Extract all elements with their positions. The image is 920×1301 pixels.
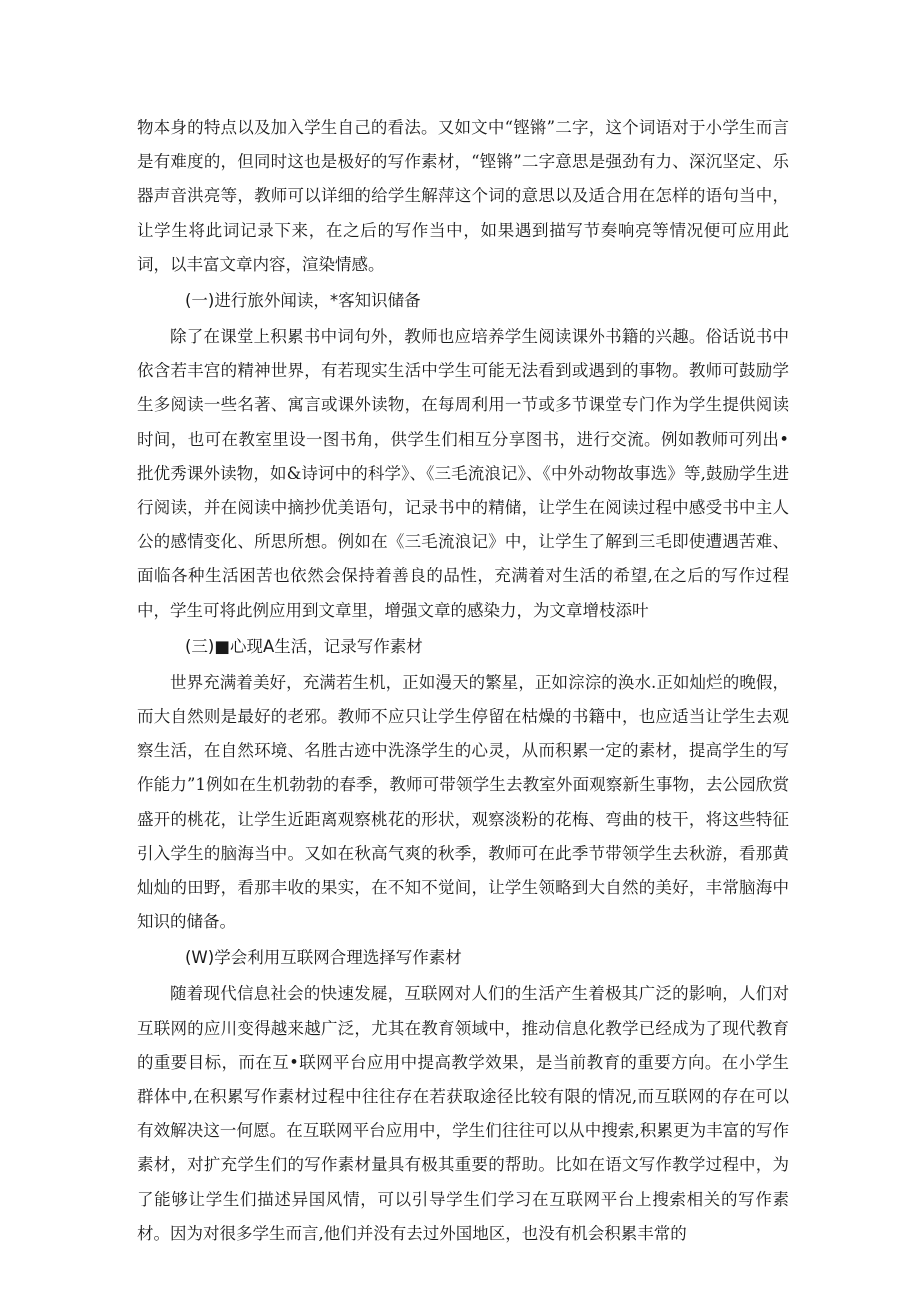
section-heading-observe-life: (三)■心现A生活，记录写作素材 [185,636,423,656]
paragraph-observe-life: 世界充满着美好，充满若生机，正如漫天的繁星，正如淙淙的涣水.正如灿烂的晚假，而大自然则是最好的老邪。教师不应只让学生停留在枯燥的书籍中，也应适当让学生去观察生活，在自然环境、名胜古迹中洗涤学生的心灵，从而积累一定的素材，提高学生的写作能力”1例如在生机勃勃的春季，教师可带领学生去教室外面观察新生事物，去公园欣赏盛开的桃花，让学生近距离观察桃花的形状，观察淡粉的花梅、弯曲的枝干，将这些特征引入学生的脑海当中。又如在秋高气爽的秋季，教师可在此季节带领学生去秋游，看那黄灿灿的田野，看那丰收的果实，在不知不觉间，让学生领略到大自然的美好，丰常脑海中知识的储备。 [137,672,789,932]
section-heading-internet: (W)学会利用互联网合理选择写作素材 [185,948,462,968]
document-body [137,111,789,1251]
paragraph-internet: 随着现代信息社会的快速发屣，互联网对人们的生活产生着极其广泛的影响，人们对互联网的应川变得越来越广泛，尤其在教育领域中，推动信息化教学已经成为了现代教育的重要目标，而在互•联网平台应用中提高教学效果，是当前教育的重要方向。在小学生群体中,在积累写作素材过程中往往存在若获取途径比较有限的情况,而互联网的存在可以有效解决这一何愿。在互联网平台应用中，学生们往往可以从中搜索,积累更为丰富的写作素材，对扩充学生们的写作素材量具有极其重要的帮助。比如在语文写作教学过程中，为了能够让学生们描述异国风情，可以引导学生们学习在互联网平台上搜索相关的写作素材。因为对很多学生而言,他们并没有去过外国地区，也没有机会积累丰常的 [137,984,789,1243]
paragraph-extracurricular-reading: 除了在课堂上积累书中词句外，教师也应培养学生阅读课外书籍的兴趣。俗话说书中依含若丰宫的精神世界，有若现实生活中学生可能无法看到或遇到的事物。教师可鼓励学生多阅读一些名著、寓言或课外读物，在每周利用一节或多节课堂专门作为学生提供阅读时间，也可在教室里设一图书角，供学生们相互分享图书，进行交流。例如教师可列出•批优秀课外读物，如&诗诃中的科学》、《三毛流浪记》、《中外动物故事选》等,鼓励学生进行阅读，并在阅读中摘抄优美语句，记录书中的精储，让学生在阅读过程中感受书中主人公的感情变化、所思所想。例如在《三毛流浪记》中，让学生了解到三毛即使遭遇苦难、面临各种生活困苦也依然会保持着善良的品性，充满着对生活的希望,在之后的写作过程中，学生可将此例应用到文章里，增强文章的感染力，为文章增枝添叶 [137,327,789,620]
paragraph-intro-continuation: 物本身的特点以及加入学生自己的看法。又如文中“铿锵”二字，这个词语对于小学生而言是有难度的，但同时这也是极好的写作素材，“铿锵”二字意思是强劲有力、深沉坚定、乐器声音洪亮等，教师可以详细的给学生解萍这个词的意思以及适合用在怎样的语句当中，让学生将此词记录下来，在之后的写作当中，如果遇到描写节奏响亮等情况便可应用此词，以丰富文章内容，渲染情感。 [137,118,789,274]
section-heading-extracurricular-reading: (一)进行旅外闻读，*客知识储备 [185,291,421,311]
